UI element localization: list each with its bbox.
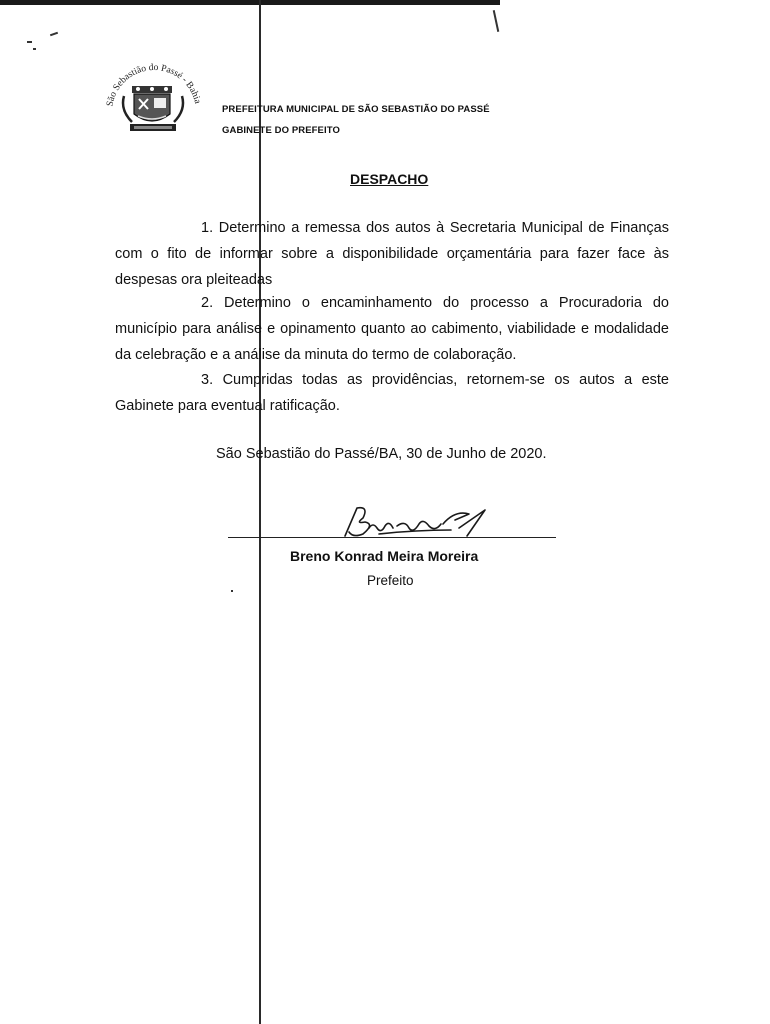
paragraph-2 <box>115 290 669 368</box>
coat-of-arms-icon <box>123 86 183 131</box>
scan-mark <box>27 41 32 43</box>
paragraph-number: 1. <box>201 220 214 236</box>
paragraph-text: Cumpridas todas as providências, retornem-se os autos a este Gabinete para eventual ratificação. <box>115 372 669 414</box>
paragraph-number: 3. <box>201 372 214 388</box>
signature-line <box>228 537 556 538</box>
place-and-date: São Sebastião do Passé/BA, 30 de Junho de 2020. <box>216 446 547 462</box>
signer-name: Breno Konrad Meira Moreira <box>290 548 479 564</box>
municipal-seal <box>98 52 208 142</box>
org-name: PREFEITURA MUNICIPAL DE SÃO SEBASTIÃO DO PASSÉ <box>222 104 490 115</box>
signer-role: Prefeito <box>367 573 414 588</box>
paragraph-3 <box>115 367 669 419</box>
paragraph-text: Determino a remessa dos autos à Secretaria Municipal de Finanças com o fito de informar sobre a disponibilidade orçamentária para fazer face às despesas ora pleiteadas <box>115 220 669 288</box>
scan-mark <box>33 48 36 50</box>
scan-mark <box>231 590 233 592</box>
paragraph-1 <box>115 215 669 293</box>
seal-text: São Sebastião do Passé - Bahia <box>105 62 203 108</box>
scan-mark <box>50 32 58 37</box>
scan-mark <box>493 10 500 32</box>
document-title: DESPACHO <box>350 171 429 187</box>
letterhead <box>222 99 490 141</box>
paragraph-number: 2. <box>201 295 214 311</box>
scan-fold-line <box>259 0 261 1024</box>
paragraph-text: Determino o encaminhamento do processo a Procuradoria do município para análise e opinamento quanto ao cabimento, viabilidade e modalidade da celebração e a análise da minuta do termo de colaboração. <box>115 295 670 363</box>
scan-top-edge <box>0 0 500 5</box>
department-name: GABINETE DO PREFEITO <box>222 125 340 136</box>
